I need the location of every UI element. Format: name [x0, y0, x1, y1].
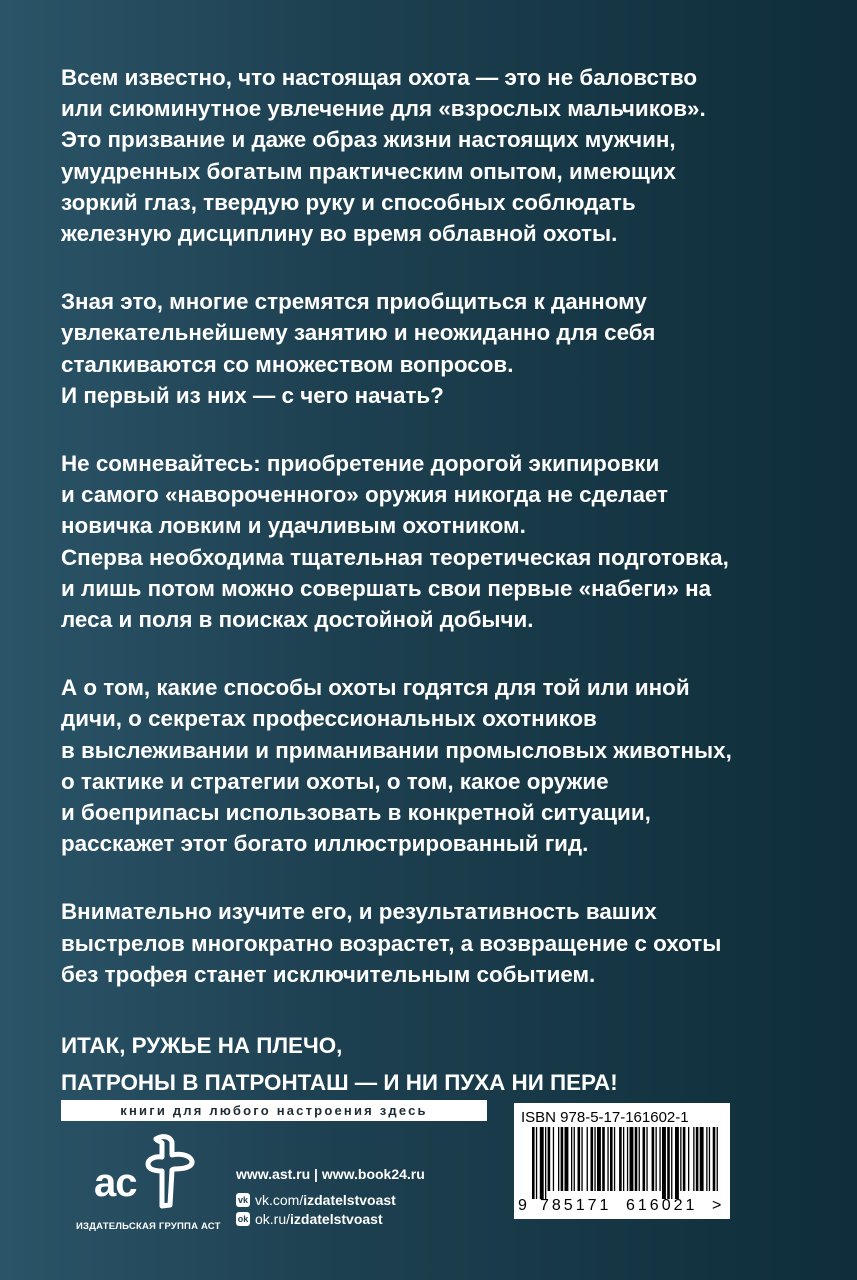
barcode-stripe — [706, 1127, 707, 1191]
barcode-trailing-mark: > — [712, 1197, 722, 1214]
paragraph-1 — [61, 62, 831, 249]
description-text — [61, 62, 831, 1101]
barcode-stripe — [532, 1127, 535, 1199]
text-line: Не сомневайтесь: приобретение дорогой экипировки — [61, 451, 660, 477]
barcode-stripe — [652, 1127, 655, 1191]
paragraph-2 — [61, 286, 831, 411]
publisher-caption: ИЗДАТЕЛЬСКАЯ ГРУППА АСТ — [76, 1221, 221, 1232]
text-line: дичи, о секретах профессиональных охотников — [61, 706, 597, 732]
text-line: А о том, какие способы охоты годятся для той или иной — [61, 675, 690, 701]
barcode-stripe — [602, 1127, 605, 1191]
text-line: И первый из них — с чего начать? — [61, 382, 444, 408]
barcode-stripe — [565, 1127, 569, 1191]
barcode-stripe — [540, 1127, 544, 1199]
barcode-stripe — [675, 1127, 679, 1199]
text-line: Всем известно, что настоящая охота — это не баловство — [61, 65, 698, 90]
vk-icon: vk — [237, 1195, 248, 1205]
barcode-stripe — [656, 1127, 657, 1191]
barcode-stripe — [581, 1127, 582, 1191]
barcode-icon — [522, 1127, 722, 1199]
barcode-stripe — [662, 1127, 666, 1199]
barcode-stripe — [709, 1127, 710, 1191]
publisher-logo — [76, 1133, 221, 1233]
barcode-stripe — [574, 1127, 575, 1191]
paragraph-5 — [61, 896, 831, 990]
barcode-stripe — [688, 1127, 689, 1191]
barcode-stripe — [713, 1127, 716, 1191]
text-line: умудренных богатым практическим опытом, имеющих — [61, 158, 677, 184]
text-line: железную дисциплину во время облавной охоты. — [61, 221, 618, 247]
text-line: Зная это, многие стремятся приобщиться к данному — [61, 289, 647, 315]
barcode-stripe — [614, 1127, 615, 1191]
barcode-stripe — [700, 1127, 704, 1191]
barcode-stripe — [639, 1127, 640, 1191]
barcode-stripe — [717, 1127, 718, 1191]
paragraph-4 — [61, 672, 831, 859]
text-line: сталкиваются со множеством вопросов. — [61, 351, 514, 377]
barcode-stripe — [578, 1127, 581, 1191]
tagline-banner: книги для любого настроения здесь — [61, 1100, 487, 1121]
text-line: расскажет этот богато иллюстрированный гид. — [61, 831, 589, 857]
barcode-stripe — [561, 1127, 564, 1191]
barcode-stripe — [553, 1127, 554, 1191]
barcode-stripe — [646, 1127, 647, 1191]
barcode-stripe — [635, 1127, 638, 1191]
barcode-stripe — [610, 1127, 613, 1191]
publisher-contacts — [236, 1166, 425, 1230]
paragraph-3 — [61, 448, 831, 635]
barcode-stripe — [548, 1127, 551, 1191]
barcode-stripe — [536, 1127, 537, 1199]
barcode-stripe — [680, 1127, 681, 1191]
text-line: или сиюминутное увлечение для «взрослых мальчиков». — [61, 96, 706, 122]
text-line: и боеприпасы использовать в конкретной ситуации, — [61, 800, 651, 826]
logo-wordmark: ac — [94, 1161, 137, 1205]
barcode-stripe — [594, 1127, 595, 1191]
barcode-stripe — [696, 1127, 699, 1191]
website-links[interactable]: www.ast.ru | www.book24.ru — [236, 1166, 425, 1182]
barcode-stripe — [693, 1127, 694, 1191]
barcode-stripe — [630, 1127, 634, 1191]
slogan-line: ПАТРОНЫ В ПАТРОНТАШ — И НИ ПУХА НИ ПЕРА! — [61, 1070, 618, 1096]
barcode-stripe — [587, 1127, 588, 1191]
barcode-stripe — [627, 1127, 628, 1191]
text-line: увлекательнейшему занятию и неожиданно для себя — [61, 320, 656, 346]
ok-link-handle: izdatelstvoast — [290, 1211, 383, 1227]
vk-link-handle: izdatelstvoast — [303, 1192, 396, 1208]
barcode-digits-left: 785171 — [540, 1197, 612, 1214]
ok-icon: ok — [237, 1214, 249, 1224]
text-line: без трофея станет исключительным событием. — [61, 961, 596, 987]
barcode-stripe — [571, 1127, 572, 1191]
text-line: Это призвание и даже образ жизни настоящих мужчин, — [61, 127, 676, 153]
text-line: и лишь потом можно совершать свои первые «набеги» на — [61, 575, 712, 601]
text-line: Внимательно изучите его, и результативность ваших — [61, 899, 657, 925]
barcode-stripe — [671, 1127, 672, 1199]
barcode-stripe — [591, 1127, 594, 1191]
barcode-stripe — [623, 1127, 624, 1191]
text-line: зоркий глаз, твердую руку и способных соблюдать — [61, 189, 636, 215]
text-line: Сперва необходима тщательная теоретическая подготовка, — [61, 544, 729, 570]
barcode-digits-right: 616021 — [626, 1197, 698, 1214]
ok-link[interactable] — [236, 1211, 425, 1227]
barcode-stripe — [597, 1127, 601, 1191]
text-line: и самого «навороченного» оружия никогда не сделает — [61, 482, 669, 508]
isbn-label: ISBN 978-5-17-161602-1 — [521, 1109, 689, 1126]
text-line: новичка ловким и удачливым охотником. — [61, 513, 526, 539]
isbn-barcode — [514, 1103, 730, 1219]
ok-link-domain: ok.ru/ — [255, 1211, 291, 1227]
slogan-line: ИТАК, РУЖЬЕ НА ПЛЕЧО, — [61, 1033, 343, 1059]
vk-link[interactable] — [236, 1192, 425, 1208]
barcode-digit-first: 9 — [518, 1197, 527, 1214]
barcode-stripe — [558, 1127, 559, 1191]
barcode-stripe — [667, 1127, 670, 1199]
text-line: в выслеживании и приманивании промысловых животных, — [61, 737, 732, 763]
text-line: леса и поля в поисках достойной добычи. — [61, 607, 534, 633]
barcode-stripe — [659, 1127, 660, 1191]
vk-link-domain: vk.com/ — [255, 1192, 304, 1208]
barcode-stripe — [683, 1127, 686, 1191]
barcode-stripe — [643, 1127, 646, 1191]
slogan — [61, 1027, 831, 1101]
barcode-stripe — [545, 1127, 546, 1199]
barcode-stripe — [607, 1127, 608, 1191]
text-line: выстрелов многократно возрастет, а возвращение с охоты — [61, 930, 722, 956]
text-line: о тактике и стратегии охоты, о том, какое оружие — [61, 768, 609, 794]
barcode-stripe — [619, 1127, 622, 1191]
